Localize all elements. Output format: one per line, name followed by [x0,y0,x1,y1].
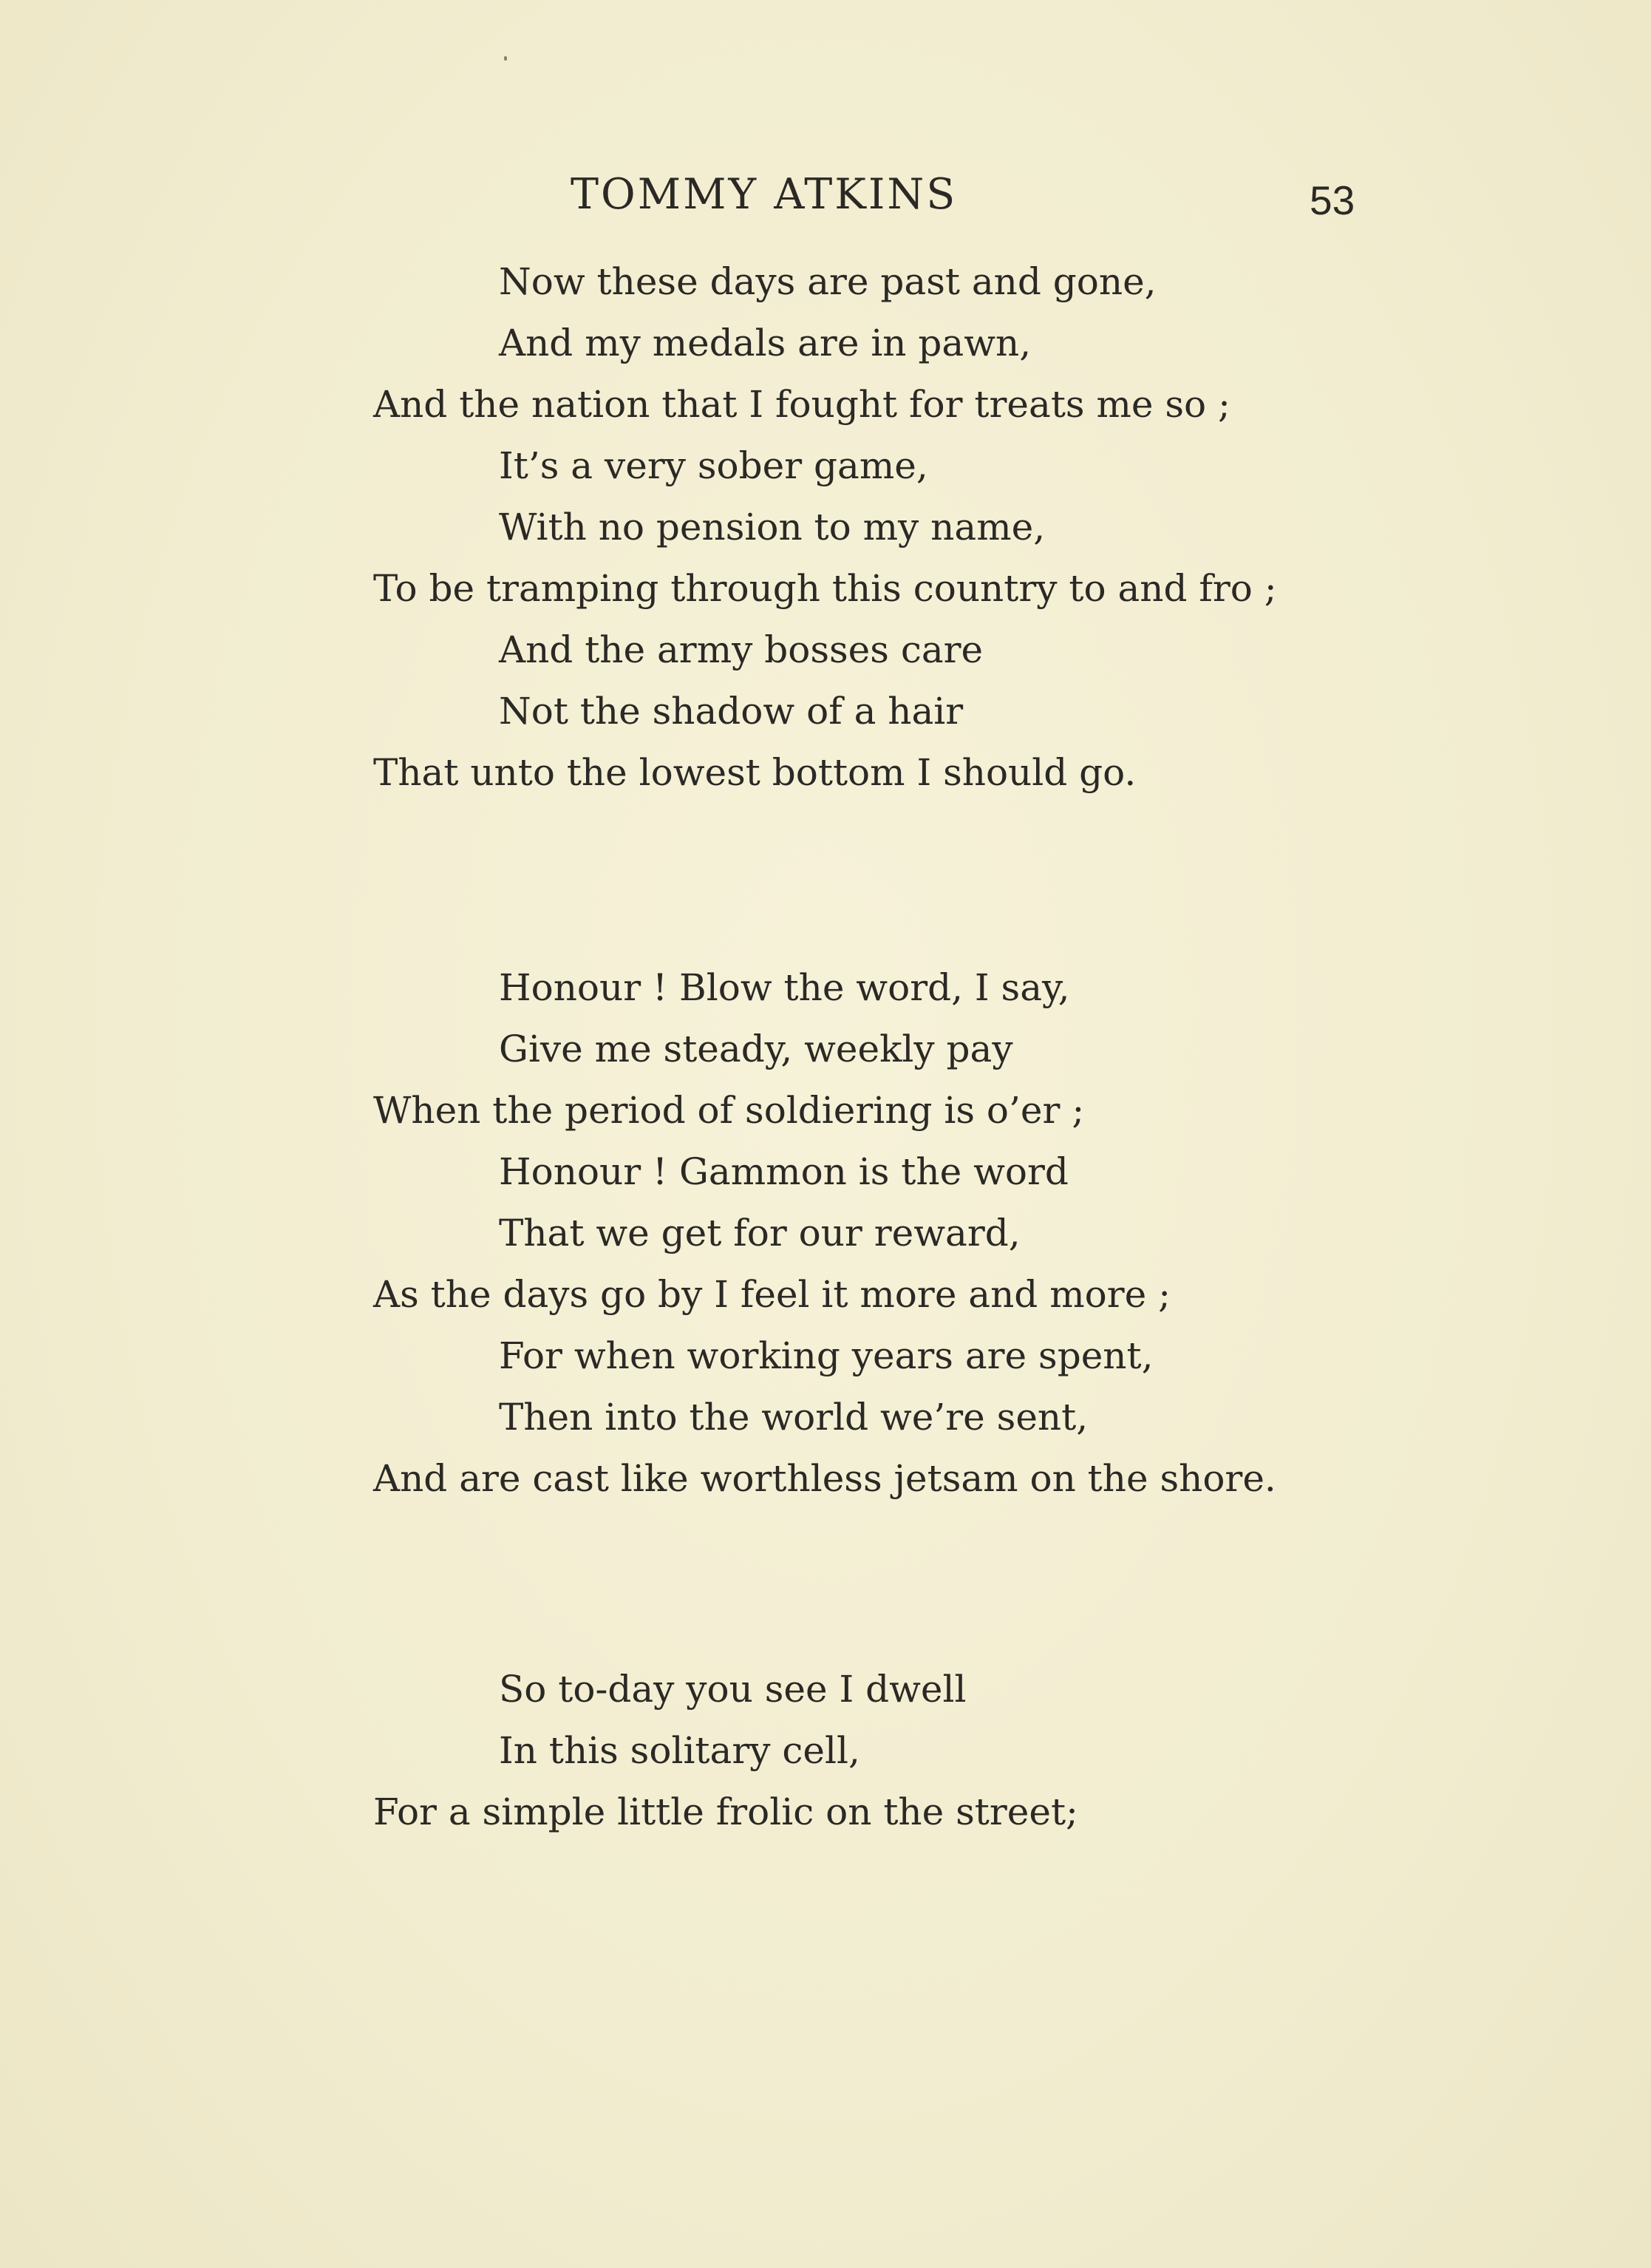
verse-line: That we get for our reward, [499,1212,1021,1254]
verse-line: And the nation that I fought for treats me so ; [373,383,1230,426]
verse-line: It’s a very sober game, [499,444,928,487]
running-head [0,161,1651,228]
verse-line: So to-day you see I dwell [499,1668,967,1711]
verse-line: That unto the lowest bottom I should go. [373,751,1137,794]
verse-line: With no pension to my name, [499,506,1046,549]
ink-speck [504,56,507,61]
verse-line: For a simple little frolic on the street; [373,1790,1078,1833]
page-number: 53 [1310,177,1355,223]
verse-line: In this solitary cell, [499,1729,860,1772]
verse-line: As the days go by I feel it more and more ; [373,1273,1171,1316]
running-title: TOMMY ATKINS [571,170,958,219]
verse-line: Give me steady, weekly pay [499,1028,1013,1070]
verse-line: Honour ! Gammon is the word [499,1150,1069,1193]
verse-line: For when working years are spent, [499,1334,1154,1377]
verse-line: Now these days are past and gone, [499,260,1157,303]
verse-line: Honour ! Blow the word, I say, [499,966,1070,1009]
verse-line: And the army bosses care [499,628,984,671]
verse-line: Then into the world we’re sent, [499,1396,1089,1439]
verse-line: Not the shadow of a hair [499,690,964,733]
verse-line: When the period of soldiering is o’er ; [373,1089,1085,1132]
verse-line: And my medals are in pawn, [499,322,1032,364]
verse-line: And are cast like worthless jetsam on the shore. [373,1457,1276,1500]
verse-line: To be tramping through this country to and fro ; [373,567,1277,610]
